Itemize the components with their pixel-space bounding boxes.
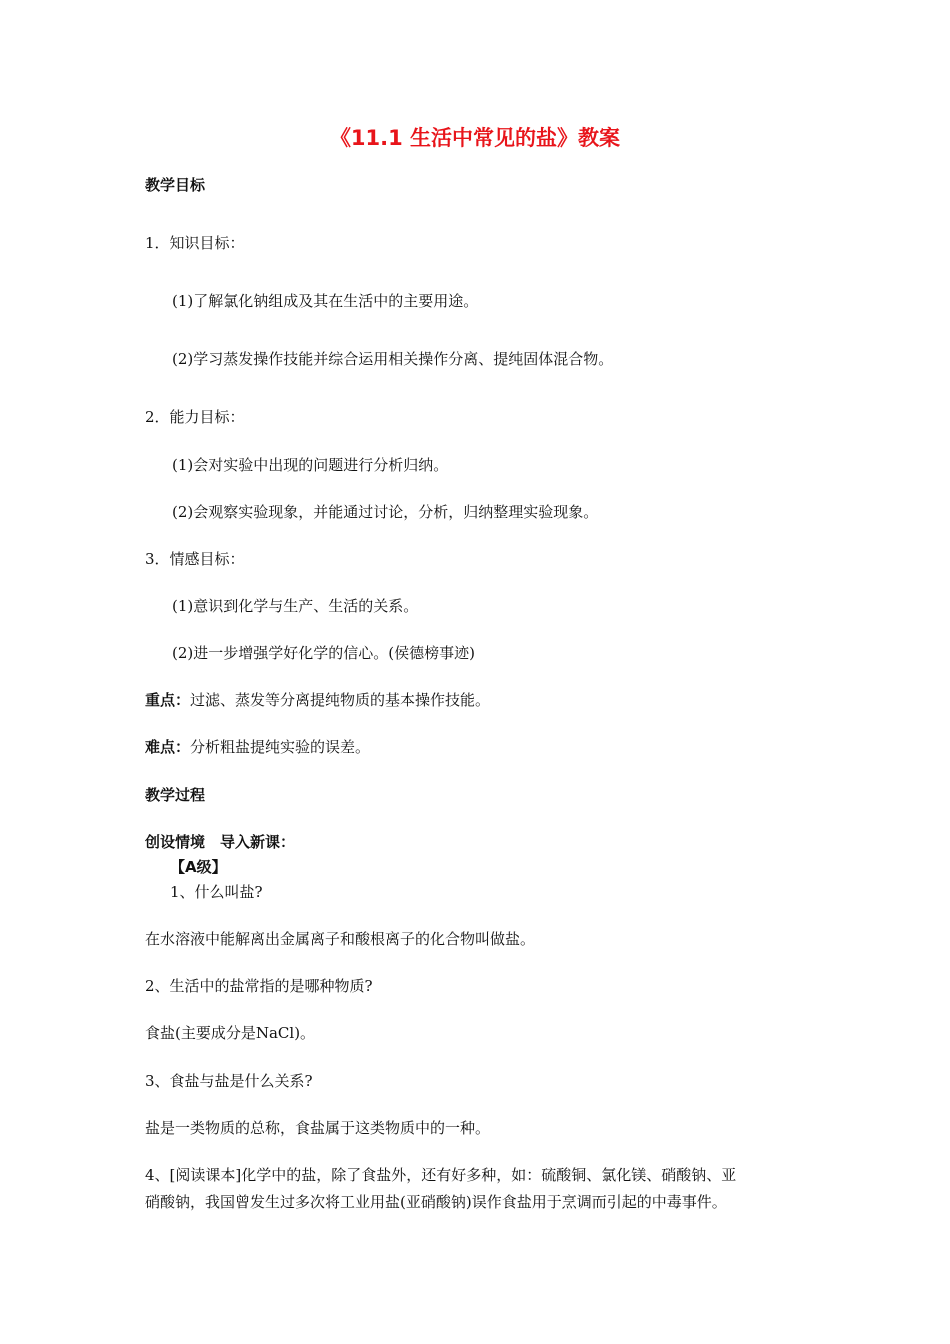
level-label: 【A级】: [170, 858, 227, 876]
key-point-text: 过滤、蒸发等分离提纯物质的基本操作技能。: [190, 691, 491, 709]
ability-item: (2)会观察实验现象，并能通过讨论，分析，归纳整理实验现象。: [172, 503, 599, 521]
difficulty-label: 难点：: [145, 738, 191, 756]
answer-3: 盐是一类物质的总称，食盐属于这类物质中的一种。: [145, 1119, 491, 1137]
ability-heading: 2．能力目标：: [145, 408, 245, 426]
objectives-heading: 教学目标: [145, 176, 206, 194]
question-3: 3、食盐与盐是什么关系?: [145, 1072, 313, 1090]
key-point: [145, 690, 490, 710]
emotion-heading: 3．情感目标：: [145, 550, 245, 568]
document-title: 《11.1 生活中常见的盐》教案: [329, 126, 621, 150]
intro-heading: 创设情境 导入新课：: [145, 833, 296, 851]
knowledge-heading: 1．知识目标：: [145, 234, 245, 252]
paragraph-4-line-2: 硝酸钠，我国曾发生过多次将工业用盐(亚硝酸钠)误作食盐用于烹调而引起的中毒事件。: [145, 1193, 727, 1211]
knowledge-item: (2)学习蒸发操作技能并综合运用相关操作分离、提纯固体混合物。: [172, 350, 614, 368]
difficulty-text: 分析粗盐提纯实验的误差。: [190, 738, 371, 756]
answer-1: 在水溶液中能解离出金属离子和酸根离子的化合物叫做盐。: [145, 930, 536, 948]
emotion-item: (1)意识到化学与生产、生活的关系。: [172, 597, 419, 615]
question-2: 2、生活中的盐常指的是哪种物质?: [145, 977, 373, 995]
knowledge-item: (1)了解氯化钠组成及其在生活中的主要用途。: [172, 292, 479, 310]
emotion-item: (2)进一步增强学好化学的信心。(侯德榜事迹): [172, 644, 475, 662]
question-1: 1、什么叫盐?: [170, 883, 263, 901]
difficulty: [145, 737, 370, 757]
answer-2: 食盐(主要成分是NaCl)。: [145, 1024, 316, 1042]
ability-item: (1)会对实验中出现的问题进行分析归纳。: [172, 456, 449, 474]
key-point-label: 重点：: [145, 691, 191, 709]
process-heading: 教学过程: [145, 786, 206, 804]
paragraph-4-line-1: 4、[阅读课本]化学中的盐，除了食盐外，还有好多种，如：硫酸铜、氯化镁、硝酸钠、亚: [145, 1166, 737, 1184]
